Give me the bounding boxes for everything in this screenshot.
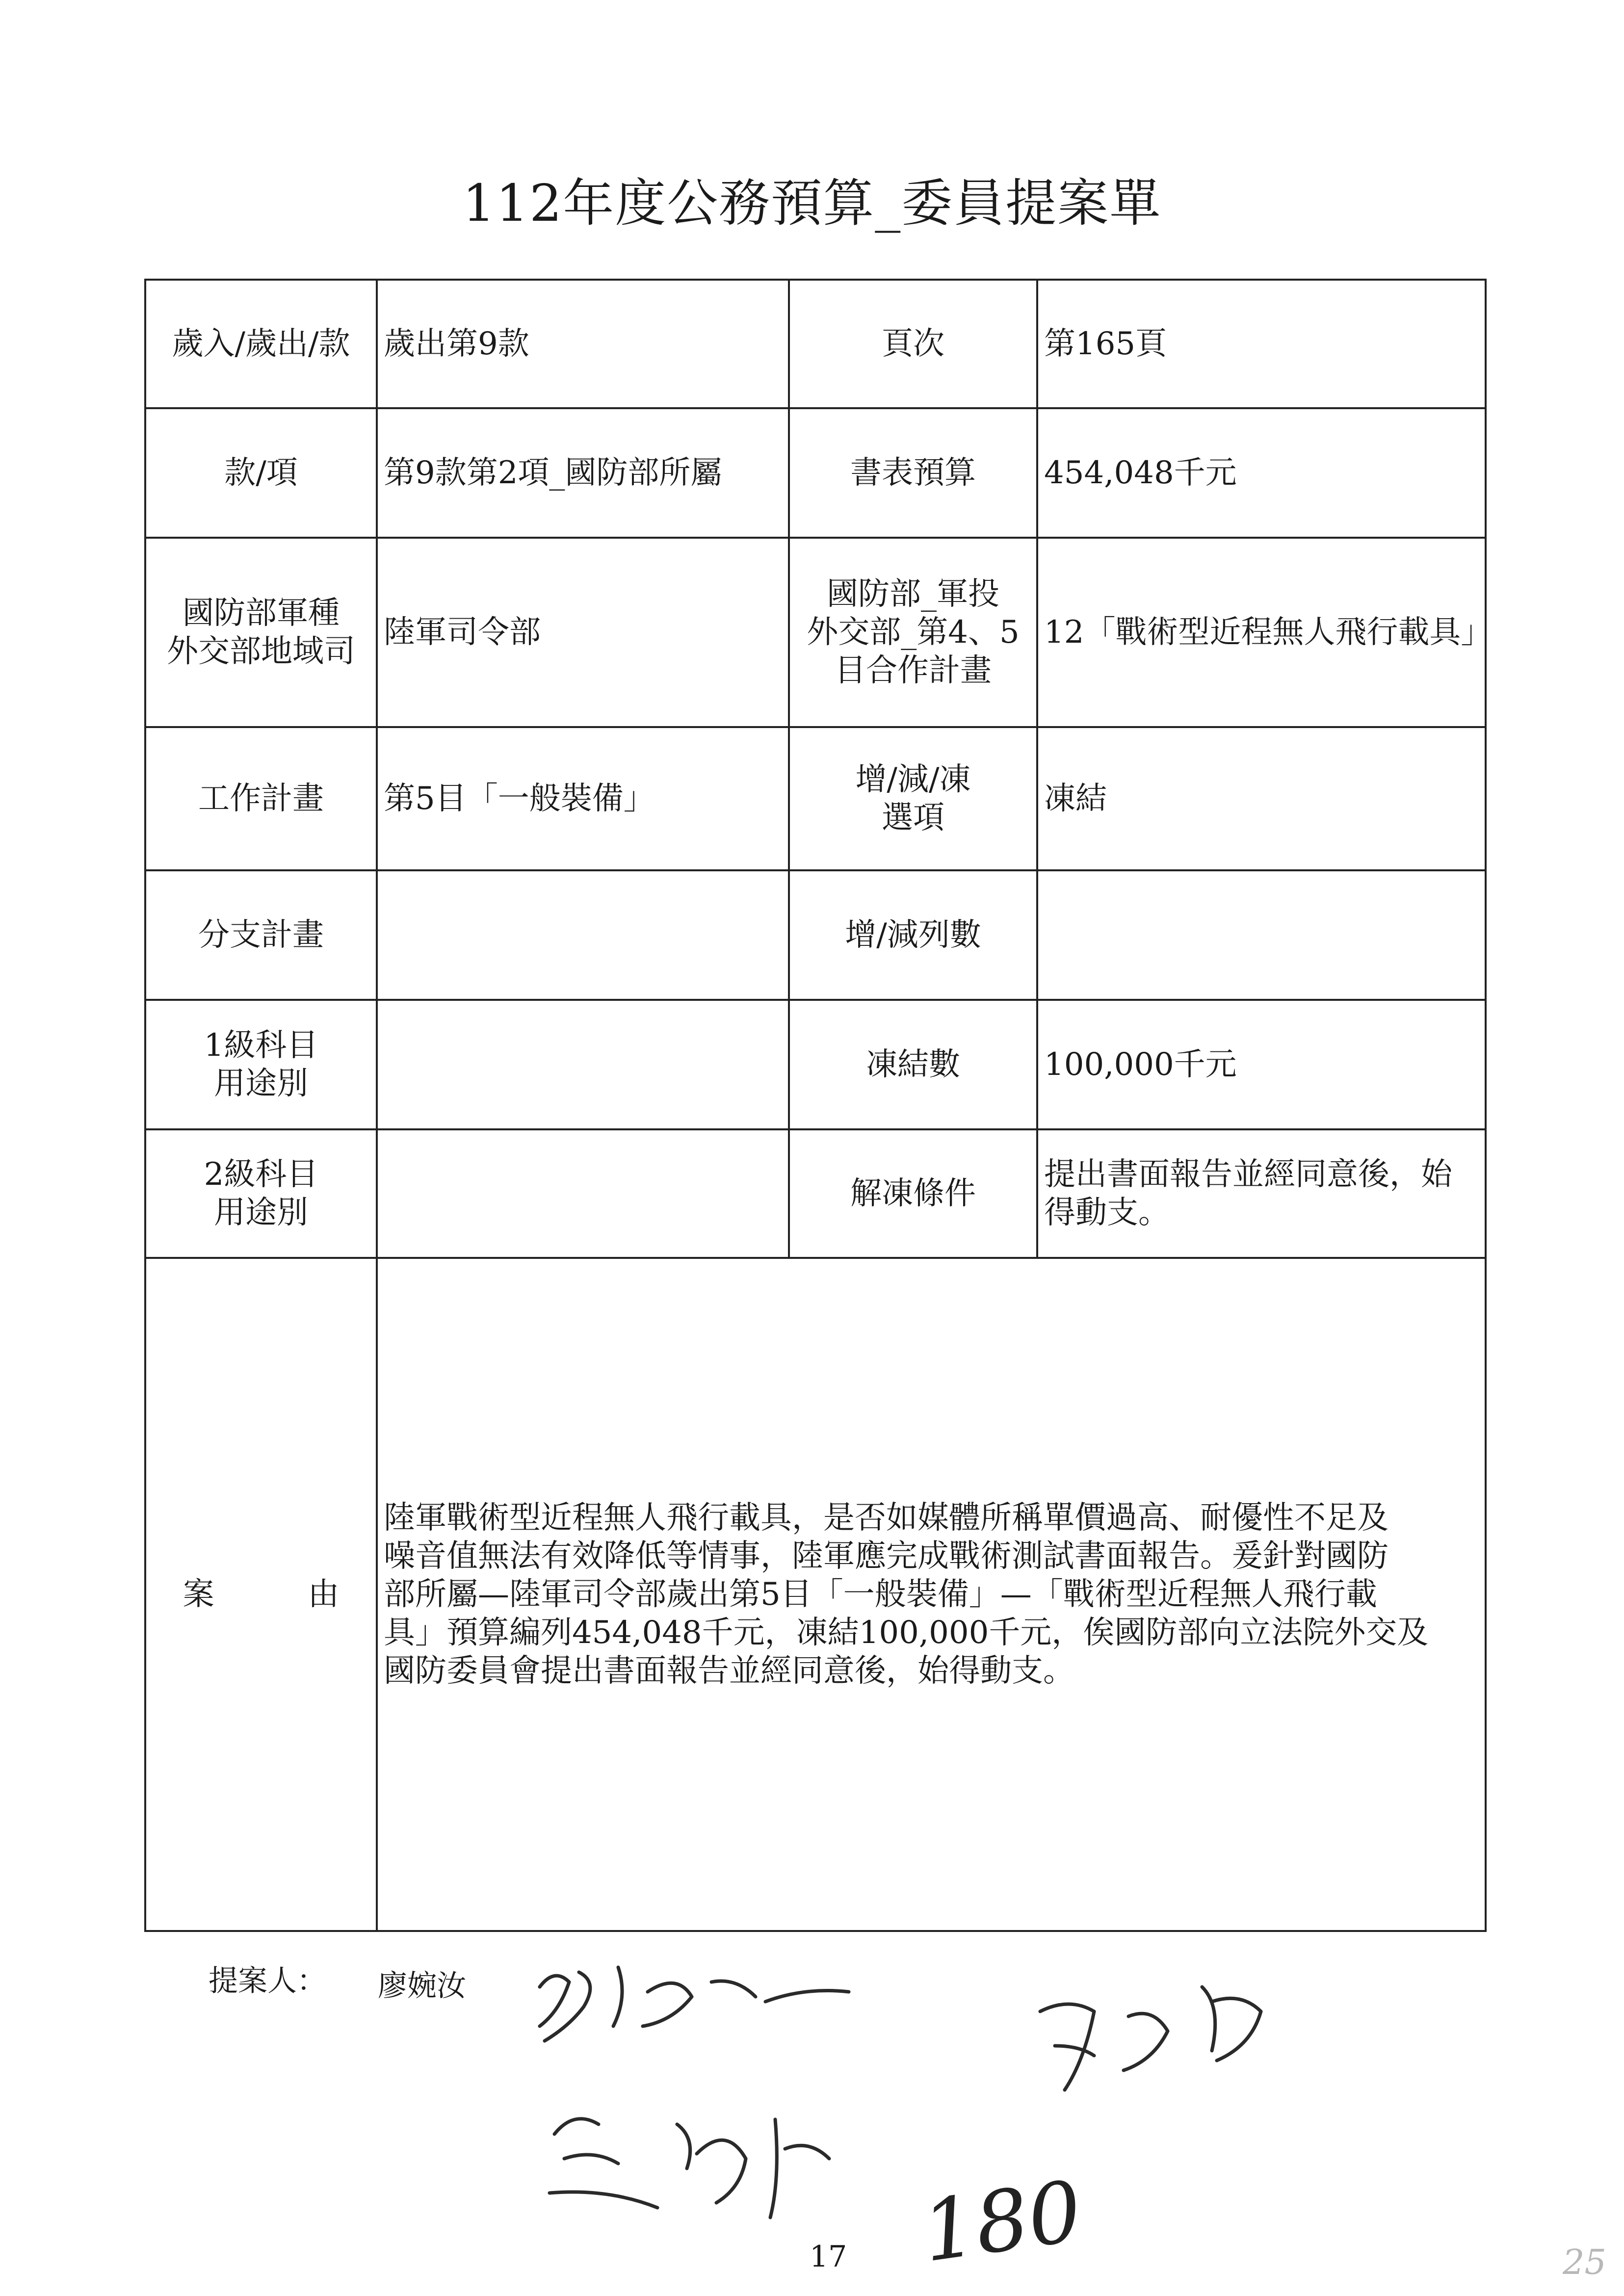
proposer-name: 廖婉汝 <box>378 1969 466 2003</box>
reason-line: 具」預算編列454,048千元，凍結100,000千元，俟國防部向立法院外交及 <box>384 1615 1429 1651</box>
reason-line: 噪音值無法有效降低等情事，陸軍應完成戰術測試書面報告。爰針對國防 <box>384 1538 1388 1574</box>
page-number: 17 <box>810 2240 847 2274</box>
label-line: 2級科目 <box>204 1156 318 1193</box>
field-value: 第165頁 <box>1037 280 1486 408</box>
label-line: 選項 <box>882 800 944 836</box>
label-line: 用途別 <box>214 1195 308 1231</box>
label-line: 目合作計畫 <box>835 652 992 689</box>
label-line: 外交部地域司 <box>167 633 355 670</box>
field-label: 頁次 <box>789 280 1037 408</box>
field-label: 工作計畫 <box>145 727 377 870</box>
page-title: 112年度公務預算_委員提案單 <box>462 173 1162 233</box>
field-value: 提出書面報告並經同意後，始得動支。 <box>1037 1129 1486 1258</box>
field-value: 100,000千元 <box>1037 1000 1486 1129</box>
reason-line: 部所屬—陸軍司令部歲出第5目「一般裝備」—「戰術型近程無人飛行載 <box>384 1576 1377 1613</box>
label-line: 用途別 <box>214 1066 308 1102</box>
field-value: 第5目「一般裝備」 <box>377 727 789 870</box>
field-value: 12「戰術型近程無人飛行載具」 <box>1037 538 1486 727</box>
label-line: 國防部_軍投 <box>827 575 999 612</box>
label-line: 國防部軍種 <box>183 595 340 631</box>
handwritten-note: 180 <box>916 2163 1088 2281</box>
field-value: 歲出第9款 <box>377 280 789 408</box>
field-value: 陸軍司令部 <box>377 538 789 727</box>
field-label: 增/減列數 <box>789 870 1037 1000</box>
field-label: 書表預算 <box>789 408 1037 538</box>
reason-label-b: 由 <box>308 1576 340 1613</box>
reason-line: 國防委員會提出書面報告並經同意後，始得動支。 <box>384 1653 1074 1690</box>
label-line: 增/減/凍 <box>855 761 971 798</box>
label-line: 1級科目 <box>204 1027 318 1064</box>
field-label: 凍結數 <box>789 1000 1037 1129</box>
corner-mark: 25 <box>1563 2242 1607 2282</box>
label-line: 外交部_第4、5 <box>807 614 1020 651</box>
reason-label-a: 案 <box>183 1576 214 1613</box>
field-value: 第9款第2項_國防部所屬 <box>377 408 789 538</box>
signature-stroke <box>540 1967 849 2041</box>
field-label: 歲入/歲出/款 <box>145 280 377 408</box>
field-label: 解凍條件 <box>789 1129 1037 1258</box>
reason-line: 陸軍戰術型近程無人飛行載具，是否如媒體所稱單價過高、耐優性不足及 <box>384 1499 1388 1536</box>
signature-stroke <box>550 2119 829 2218</box>
signature-stroke <box>1040 1987 1261 2090</box>
field-value: 454,048千元 <box>1037 408 1486 538</box>
field-label: 款/項 <box>145 408 377 538</box>
field-label: 分支計畫 <box>145 870 377 1000</box>
field-value: 凍結 <box>1037 727 1486 870</box>
proposer-label: 提案人： <box>209 1964 326 1998</box>
